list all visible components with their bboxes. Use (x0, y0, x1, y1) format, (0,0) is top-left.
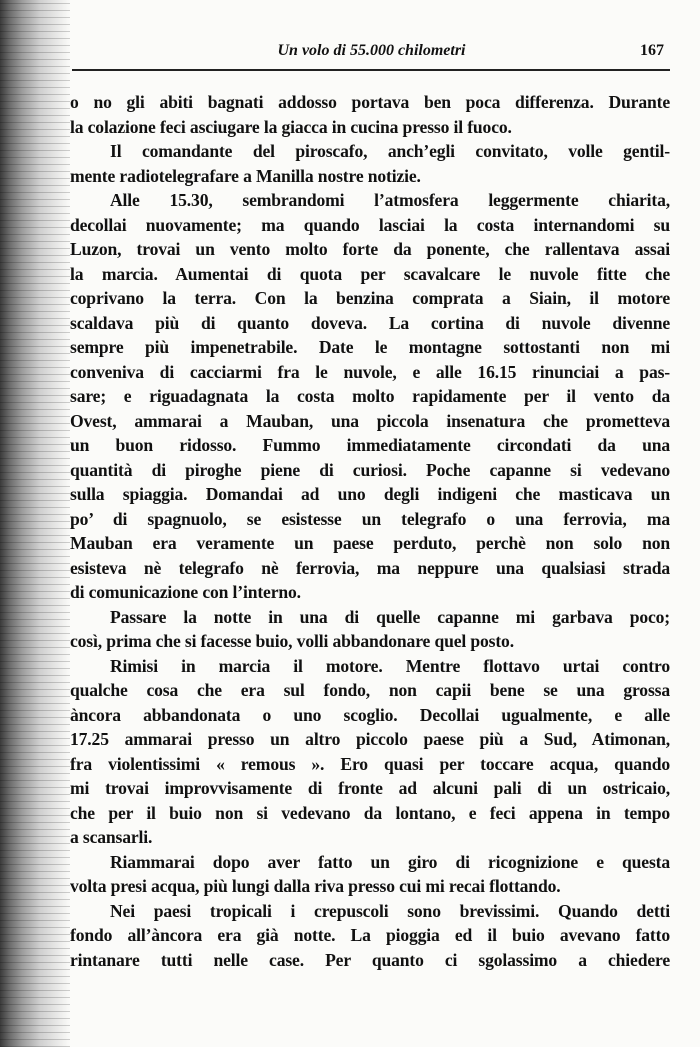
text-line: fra violentissimi « remous ». Ero quasi per toccare acqua, quando (70, 753, 670, 774)
text-line: mi trovai improvvisamente di fronte ad alcuni pali di un ostricaio, (70, 778, 670, 798)
text-line: a scansarli. (70, 827, 153, 847)
text-line: sare; e riguadagnata la costa molto rapidamente per il vento da (70, 386, 670, 406)
paragraph (70, 899, 670, 973)
text-line: rintanare tutti nelle case. Per quanto ci sgolassimo a chiedere (70, 949, 670, 970)
body-text (70, 90, 670, 972)
text-line: mente radiotelegrafare a Manilla nostre notizie. (70, 165, 421, 186)
header-rule (72, 69, 670, 71)
text-line: di comunicazione con l’interno. (70, 582, 301, 602)
paragraph (70, 850, 670, 899)
text-line: àncora abbandonata o uno scoglio. Decollai ugualmente, e alle (70, 704, 670, 725)
scanned-page-binding-edge (0, 0, 70, 1047)
text-line: decollai nuovamente; ma quando lasciai la costa internandomi su (70, 214, 670, 235)
page-number: 167 (640, 42, 664, 59)
text-line: la marcia. Aumentai di quota per scavalcare le nuvole fitte che (70, 263, 670, 284)
text-line: sulla spiaggia. Domandai ad uno degli indigeni che masticava un (70, 484, 670, 504)
text-line: qualche cosa che era sul fondo, non capii bene se una grossa (70, 680, 670, 700)
text-line: che per il buio non si vedevano da lontano, e feci appena in tempo (70, 802, 670, 823)
text-line: fondo all’àncora era già notte. La pioggia ed il buio avevano fatto (70, 925, 670, 945)
text-line: coprivano la terra. Con la benzina comprata a Siain, il motore (70, 288, 670, 308)
paragraph (70, 139, 670, 188)
text-line: Riammarai dopo aver fatto un giro di ricognizione e questa (110, 851, 670, 872)
text-line: 17.25 ammarai presso un altro piccolo paese più a Sud, Atimonan, (70, 729, 670, 749)
text-line: scaldava più di quanto doveva. La cortina di nuvole divenne (70, 312, 670, 333)
text-line: o no gli abiti bagnati addosso portava ben poca differenza. Durante (70, 92, 670, 112)
text-line: Luzon, trovai un vento molto forte da ponente, che rallentava assai (70, 239, 670, 259)
text-line: la colazione feci asciugare la giacca in cucina presso il fuoco. (70, 116, 512, 137)
paragraph (70, 654, 670, 850)
text-line: Rimisi in marcia il motore. Mentre flottavo urtai contro (110, 655, 670, 676)
paragraph (70, 605, 670, 654)
text-line: Nei paesi tropicali i crepuscoli sono brevissimi. Quando detti (110, 900, 670, 921)
text-line: Il comandante del piroscafo, anch’egli convitato, volle gentil- (110, 141, 670, 161)
text-line: un buon ridosso. Fummo immediatamente circondati da una (70, 435, 670, 455)
text-line: esisteva nè telegrafo nè ferrovia, ma neppure una qualsiasi strada (70, 557, 670, 578)
text-line: Alle 15.30, sembrandomi l’atmosfera leggermente chiarita, (110, 190, 670, 210)
running-head (73, 40, 670, 64)
paragraph (70, 90, 670, 139)
text-line: Ovest, ammarai a Mauban, una piccola insenatura che prometteva (70, 410, 670, 431)
text-line: po’ di spagnuolo, se esistesse un telegrafo o una ferrovia, ma (70, 508, 670, 529)
text-line: Passare la notte in una di quelle capanne mi garbava poco; (110, 606, 670, 627)
text-line: Mauban era veramente un paese perduto, perchè non solo non (70, 533, 670, 553)
text-line: così, prima che si facesse buio, volli abbandonare quel posto. (70, 631, 514, 651)
text-line: conveniva di cacciarmi fra le nuvole, e alle 16.15 rinunciai a pas- (70, 361, 670, 382)
text-line: quantità di piroghe piene di curiosi. Poche capanne si vedevano (70, 459, 670, 480)
text-line: volta presi acqua, più lungi dalla riva presso cui mi recai flottando. (70, 876, 561, 896)
paragraph (70, 188, 670, 605)
text-line: sempre più impenetrabile. Date le montagne sottostanti non mi (70, 337, 670, 357)
running-head-title: Un volo di 55.000 chilometri (277, 42, 466, 59)
